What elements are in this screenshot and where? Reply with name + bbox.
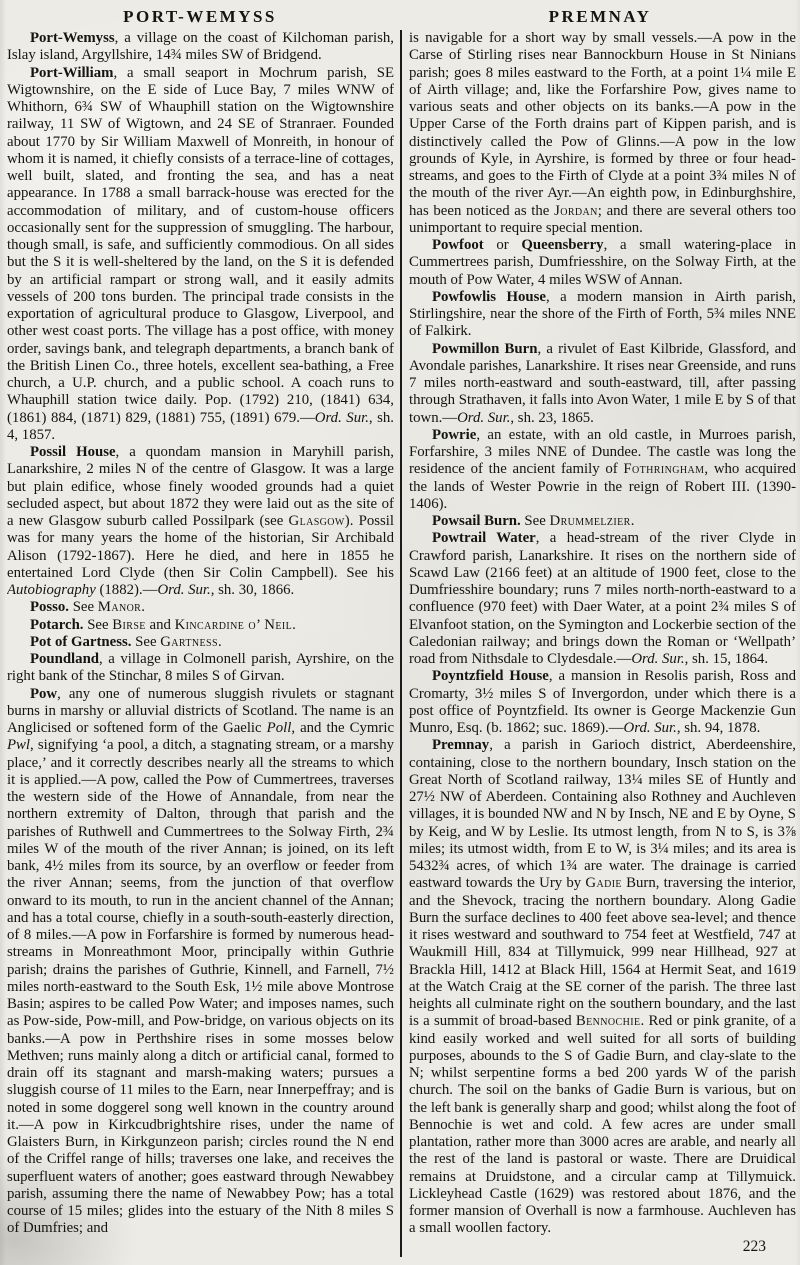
- running-head-right: PREMNAY: [548, 7, 652, 26]
- entry-text-run: , a small seaport in Mochrum parish, SE Wigtownshire, on the E side of Luce Bay, 7 miles WNW of Whithorn, 6¾ SW of Whauphill station on the Wigtownshire railway, 11 SW of Wigtown, and 24 SE of Stranraer. Founded about 1770 by Sir William Maxwell of Monreith, in honour of whom it is named, it chiefly consists of a terrace-line of cottages, well built, slated, and fronting the sea, and has a neat appearance. In 1788 a small barrack-house was erected for the accommodation of military, and of custom-house officers occasionally sent for the suppression of smuggling. The harbour, though small, is safe, and sufficiently commodious. On all sides but the S it is well-sheltered by the land, on the S it is defended by an artificial rampart or strong wall, and it easily admits vessels of 200 tons burden. The principal trade consists in the exportation of agricultural produce to Glasgow, Liverpool, and other west coast ports. The village has a post office, with money order, savings bank, and telegraph departments, a branch bank of the British Linen Co., three hotels, excellent sea-bathing, a Free church, a U.P. church, and a public school. A coach runs to Whauphill station twice daily. Pop. (1792) 210, (1841) 634, (1861) 884, (1871) 829, (1881) 755, (1891) 679.—: [7, 64, 394, 426]
- entry-text-run: Bennochie: [575, 1013, 641, 1030]
- gazetteer-entry: [409, 30, 796, 237]
- entry-text-run: (1882).—: [95, 582, 158, 598]
- entry-headword: Potarch.: [29, 616, 84, 633]
- entry-text-run: Jordan: [554, 202, 598, 219]
- entry-text-run: Ord. Sur.: [623, 720, 677, 736]
- gazetteer-entry: [409, 237, 796, 289]
- entry-text-run: .: [630, 513, 635, 529]
- entry-text-run: , a village in Colmonell parish, Ayrshire, on the right bank of the Stinchar, 8 miles S of Girvan.: [7, 651, 394, 685]
- page-number: 223: [742, 1238, 766, 1255]
- entry-text-run: See: [131, 633, 161, 650]
- entry-text-run: . Red or pink granite, of a kind easily worked and well suited for all sorts of building purposes, abounds to the S of Gadie Burn, and clay-slate to the N; whilst serpentine forms a bed 200 yards W of the parish church. The soil on the banks of Gadie Burn is various, but on the left bank is generally sharp and good; whilst along the foot of Bennochie is wet and cold. A few acres are under small plantation, rather more than 3000 acres are arable, and nearly all the rest of the land is pastoral or waste. There are Druidical remains at Druidstone, and a circular camp at Tillymuick. Lickleyhead Castle (1629) was restored about 1876, and the former mansion of Overhall is now a farmhouse. Auchleven has a small woollen factory.: [409, 1013, 796, 1237]
- entry-headword: Port-Wemyss: [29, 30, 115, 46]
- gazetteer-entry: [409, 668, 796, 737]
- gazetteer-entry: [409, 737, 796, 1237]
- entry-text-run: Gadie: [585, 875, 622, 892]
- entry-text-run: , and the Cymric: [291, 720, 394, 736]
- entry-text-run: Burn, traversing the interior, and the Shevock, tracing the northern boundary. Along Gadie Burn the surface declines to 400 feet above sea-level; and thence it rises westward and southward to 754 feet at Westfield, 747 at Waukmill Hill, 834 at Tillymuick, 999 near Hillhead, 927 at Brackla Hill, 1412 at Black Hill, 1564 at Hermit Seat, and 1619 at the Watch Craig at the SE corner of the parish. The three last heights all culminate right on the southern boundary, and the last is a summit of broad-based: [409, 875, 796, 1030]
- entry-text-run: Drummelzier: [549, 513, 631, 529]
- entry-text-run: or: [483, 237, 522, 253]
- entry-headword: Pot of Gartness.: [29, 633, 132, 650]
- gazetteer-entry: [7, 444, 394, 599]
- entry-text-run: Ord. Sur.: [457, 409, 511, 426]
- entry-text-run: , an estate, with an old castle, in Murroes parish, Forfarshire, 3 miles NNE of Dundee. The castle was long the residence of the ancient family of: [409, 426, 796, 478]
- right-column-text: [409, 30, 796, 1258]
- entry-text-run: See: [83, 616, 113, 633]
- column-divider-rule: [400, 30, 402, 1257]
- gazetteer-entry: [7, 599, 394, 616]
- gazetteer-entry: [7, 30, 394, 65]
- gazetteer-entry: [409, 341, 796, 427]
- entry-headword: Queensberry: [521, 237, 604, 253]
- gazetteer-entry: [7, 686, 394, 1238]
- entry-text-run: Pwl: [7, 737, 31, 754]
- entry-headword: Possil House: [29, 444, 116, 460]
- entry-text-run: .: [292, 616, 296, 633]
- entry-text-run: See: [520, 513, 550, 529]
- entry-text-run: Manor: [97, 599, 142, 616]
- entry-headword: Powsail Burn.: [431, 513, 521, 529]
- entry-text-run: , a quondam mansion in Maryhill parish, Lanarkshire, 2 miles N of the centre of Glasgow. It was a large but plain edifice, whose finely wooded grounds had a quiet secluded aspect, but about 1872 they were laid out as the site of a new Glasgow suburb called Possilpark (see: [7, 444, 394, 529]
- entry-text-run: , signifying ‘a pool, a ditch, a stagnating stream, or a marshy place,’ and it correctly describes nearly all the streams to which it is applied.—A pow, called the Pow of Cummertrees, traverses the western side of the Howe of Annandale, from near the northern extremity of Dalton, through that parish and the parishes of Ruthwell and Cummertrees to the Solway Firth, 2¾ miles W of the mouth of the river Annan; is joined, on its left bank, 4½ miles from its source, by an overflow or feeder from the river Annan; seems, from the junction of that overflow onward to its mouth, to run in the ancient channel of the Annan; and has a total course, chiefly in a south-south-easterly direction, of 8 miles.—A pow in Forfarshire is formed by numerous head-streams in Monreathmont Moor, principally within Guthrie parish; drains the parishes of Guthrie, Kinnell, and Farnell, 7½ miles north-eastward to the South Esk, 1½ mile above Montrose Basin; aspires to be called Pow Water; and imposes names, such as Pow-side, Pow-mill, and Pow-bridge, on various objects on its banks.—A pow in Perthshire rises in some mosses below Methven; runs mainly along a ditch or artificial canal, formed to drain off its stagnant and marsh-making waters; pursues a sluggish course of 11 miles to the Earn, near Innerpeffray; and is noted in some doggerel song well known in the country around it.—A pow in Kirkcudbrightshire rises, under the name of Glaisters Burn, in Kirkgunzeon parish; circles round the N end of the Criffel range of hills; traverses one lake, and receives the superfluent waters of another; goes eastward through Newabbey parish, assuming there the name of Newabbey Pow; has a total course of 15 miles; glides into the estuary of the Nith 8 miles S of Dumfries; and: [7, 737, 394, 1237]
- gazetteer-entry: [409, 289, 796, 341]
- entry-text-run: Gartness: [160, 633, 218, 650]
- entry-text-run: Ord. Sur.: [314, 409, 369, 426]
- entry-text-run: , a parish in Garioch district, Aberdeenshire, containing, close to the northern boundary, Insch station on the Great North of Scotland railway, 13¼ miles SE of Huntly and 27½ NW of Aberdeen. Containing also Rothney and Auchleven villages, it is bounded NW and N by Insch, NE and E by Oyne, S by Keig, and W by Leslie. Its utmost length, from N to S, is 3⅞ miles; its utmost width, from E to W, is 3¼ miles; and its area is 5432¾ acres, of which 1¾ are water. The drainage is carried eastward towards the Ury by: [409, 737, 796, 892]
- entry-text-run: , a modern mansion in Airth parish, Stirlingshire, near the shore of the Firth of Forth, 5¾ miles NNE of Falkirk.: [409, 288, 796, 340]
- entry-text-run: Ord. Sur.: [631, 651, 685, 667]
- entry-text-run: Ord. Sur.: [157, 582, 211, 598]
- entry-text-run: .: [141, 599, 145, 616]
- gazetteer-entry: [7, 65, 394, 445]
- gazetteer-entry: [409, 530, 796, 668]
- entry-text-run: .: [217, 633, 222, 650]
- gazetteer-entry: [409, 513, 796, 530]
- entry-text-run: , a village on the coast of Kilchoman parish, Islay island, Argyllshire, 14¾ miles SW of Bridgend.: [7, 30, 394, 64]
- entry-text-run: , a small watering-place in Cummertrees parish, Dumfriesshire, on the Solway Firth, at the mouth of Pow Water, 4 miles WSW of Annan.: [409, 237, 796, 288]
- entry-text-run: , sh. 4, 1857.: [7, 409, 394, 443]
- entry-text-run: Autobiography: [7, 582, 96, 598]
- entry-text-run: , a mansion in Resolis parish, Ross and Cromarty, 3½ miles S of Invergordon, under which there is a post office of Poyntzfield. Its owner is George Mackenzie Gun Munro, Esq. (b. 1862; suc. 1869).—: [409, 668, 796, 736]
- entry-text-run: is navigable for a short way by small vessels.—A pow in the Carse of Stirling rises near Bannockburn House in St Ninians parish; goes 8 miles eastward to the Forth, at a point 1¼ mile E of Airth village; and, like the Forfarshire Pow, gives name to various seats and other objects on its banks.—A pow in the Upper Carse of the Forth drains part of Kippen parish, and is distinctively called the Pow of Glinns.—A pow in the low grounds of Kyle, in Ayrshire, is formed by three or four head-streams, and goes to the Firth of Clyde at a point 3¾ miles N of the mouth of the river Ayr.—An eighth pow, in Edinburghshire, has been noticed as the: [409, 30, 796, 219]
- entry-headword: Powtrail Water: [431, 530, 536, 547]
- entry-text-run: , sh. 30, 1866.: [210, 582, 295, 598]
- running-head-left: PORT-WEMYSS: [123, 7, 277, 26]
- entry-headword: Pow: [29, 685, 58, 702]
- entry-text-run: ; and there are several others too unimportant to require special mention.: [409, 202, 796, 236]
- left-column-text: [7, 30, 394, 1258]
- entry-headword: Powrie: [431, 426, 477, 443]
- entry-headword: Posso.: [29, 599, 69, 616]
- entry-headword: Powmillon Burn: [431, 340, 538, 357]
- entry-text-run: Poll: [266, 720, 292, 736]
- gazetteer-entry: [409, 427, 796, 513]
- entry-text-run: and: [145, 616, 175, 633]
- entry-text-run: , a head-stream of the river Clyde in Crawford parish, Lanarkshire. It rises on the northern side of Scawd Law (2166 feet) at an altitude of 1900 feet, close to the Dumfriesshire boundary; runs 7 miles north-north-eastward to a confluence (970 feet) with Daer Water, at a point 2¾ miles S of Elvanfoot station, on the Symington and Lockerbie section of the Caledonian railway; and brings down the Roman or ‘Wellpath’ road from Nithsdale to Clydesdale.—: [409, 530, 796, 667]
- entry-headword: Premnay: [431, 737, 490, 754]
- entry-text-run: , who acquired the lands of Wester Powrie in the reign of Robert III. (1390-1406).: [409, 461, 796, 512]
- entry-text-run: Kincardine o’ Neil: [174, 616, 293, 633]
- entry-headword: Powfoot: [431, 237, 484, 253]
- entry-text-run: Birse: [112, 616, 146, 633]
- entry-text-run: Fothringham: [623, 461, 705, 478]
- gazetteer-entry: [7, 651, 394, 686]
- entry-headword: Poundland: [29, 651, 100, 667]
- entry-text-run: , sh. 94, 1878.: [676, 720, 761, 736]
- entry-text-run: Glasgow: [288, 513, 345, 529]
- entry-headword: Poyntzfield House: [431, 668, 549, 685]
- entry-text-run: , sh. 23, 1865.: [510, 409, 594, 426]
- entry-text-run: , a rivulet of East Kilbride, Glassford, and Avondale parishes, Lanarkshire. It rises near Greenside, and runs 7 miles north-eastward and south-eastward, till, after passing through Strathaven, it falls into Avon Water, 1 mile E by S of that town.—: [409, 340, 796, 426]
- gazetteer-entry: [7, 634, 394, 651]
- entry-text-run: See: [69, 599, 98, 616]
- gazetteer-entry: [7, 617, 394, 634]
- entry-text-run: , any one of numerous sluggish rivulets or stagnant burns in marshy or alluvial districts of Scotland. The name is an Anglicised or softened form of the Gaelic: [7, 685, 394, 736]
- entry-headword: Powfowlis House: [431, 288, 546, 305]
- entry-headword: Port-William: [29, 64, 114, 81]
- entry-text-run: ). Possil was for many years the home of the historian, Sir Archibald Alison (1792-1867). Here he died, and here in 1855 he entertained Lord Clyde (then Sir Colin Campbell). See his: [7, 513, 394, 581]
- entry-text-run: , sh. 15, 1864.: [684, 651, 769, 667]
